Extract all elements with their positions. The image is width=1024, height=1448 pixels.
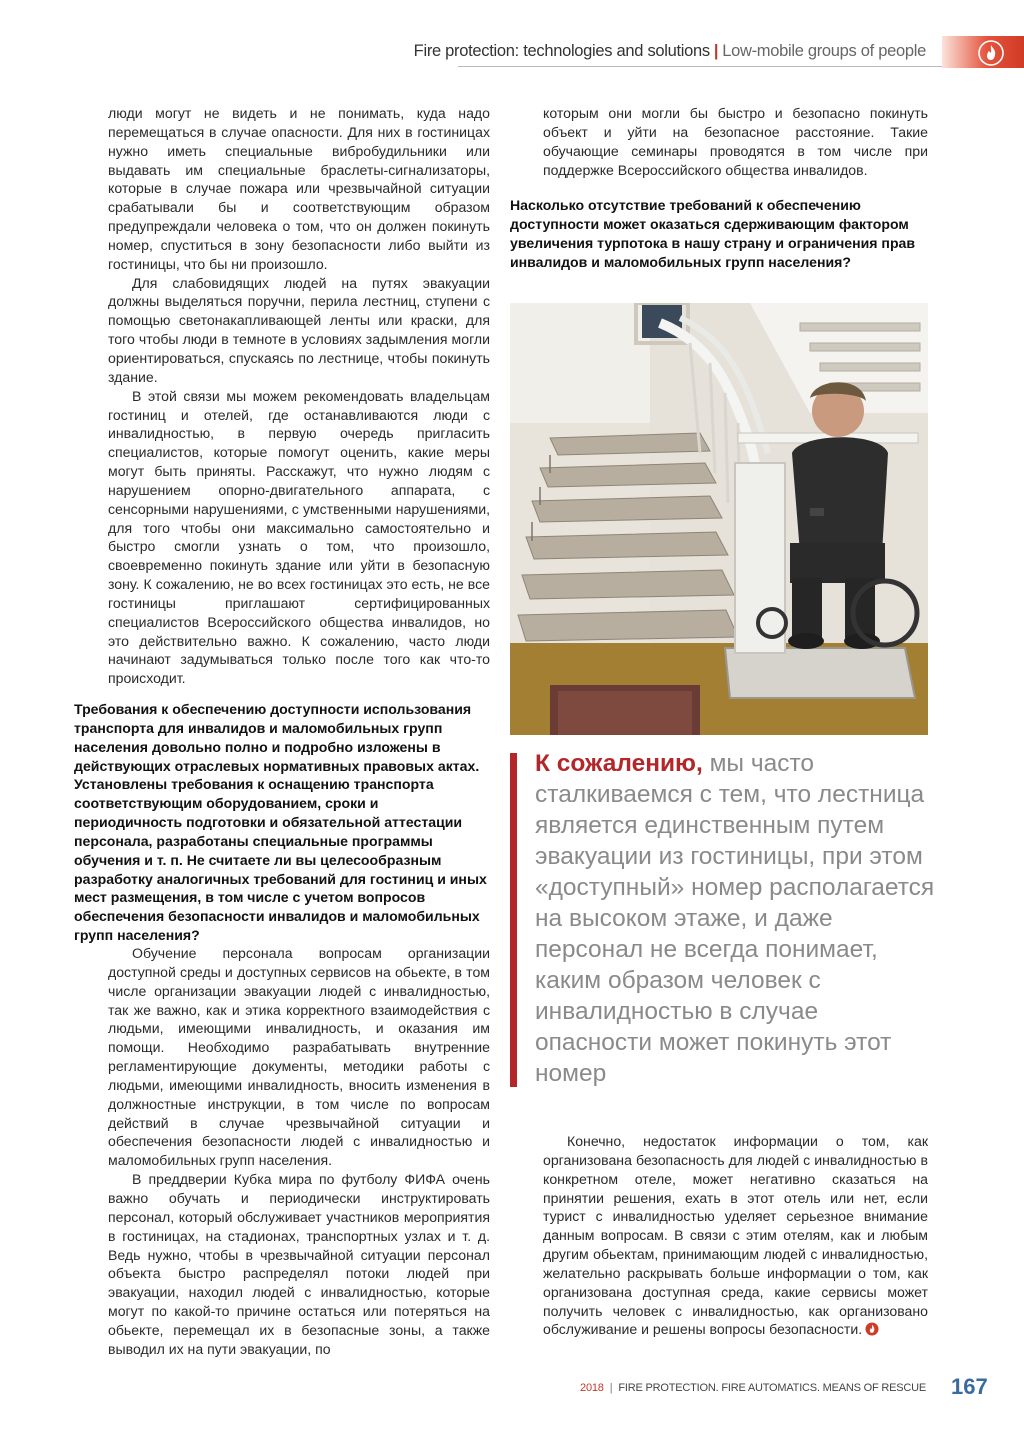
- interview-question: Насколько отсутствие требований к обеспечению доступности может оказаться сдерживающим фактором увеличения турпотока в нашу страну и ограничения прав инвалидов и маломобильных групп населения?: [510, 197, 916, 270]
- page-header: [0, 36, 1024, 70]
- section-title: Low-mobile groups of people: [722, 42, 926, 60]
- stair-lift-photo: [510, 303, 928, 735]
- end-of-article-icon: [865, 1322, 879, 1336]
- paragraph: Для слабовидящих людей на путях эвакуации должны выделяться поручни, перила лестниц, ступени с помощью светонакапливающей ленты или краски, для того чтобы люди в темноте в условиях задымления могли ориентироваться, спускаясь по лестнице, чтобы покинуть здание.: [108, 274, 490, 385]
- running-head: [414, 42, 926, 61]
- page-number: 167: [951, 1374, 988, 1399]
- page-footer: [580, 1382, 926, 1394]
- right-column-top: [543, 104, 928, 179]
- footer-journal: FIRE PROTECTION. FIRE AUTOMATICS. MEANS OF RESCUE: [618, 1382, 926, 1394]
- pullquote-lead: К сожалению,: [535, 750, 703, 777]
- interview-question: Требования к обеспечению доступности использования транспорта для инвалидов и маломобильных групп населения довольно полно и подробно изложены в действующих отраслевых нормативных правовых актах. Установлены требования к оснащению транспорта соответствующим оборудованием, сроки и периодичность подготовки и обязательной аттестации персонала, разработаны специальные программы обучения и т. п. Не считаете ли вы целесообразным разработку аналогичных требований для гостиниц и иных мест размещения, в том числе с учетом вопросов обеспечения безопасности инвалидов и маломобильных групп населения?: [74, 701, 487, 944]
- closing-paragraph: Конечно, недостаток информации о том, как организована безопасность для людей с инвалидностью в конкретном отеле, может негативно сказаться на принятии решения, ехать в этот отель или нет, если турист с инвалидностью уделяет серьезное внимание данным вопросам. В связи с этим отелям, как и любым другим обьектам, принимающим людей с инвалидностью, желательно раскрывать больше информации о том, как организована доступная среда, какие сервисы может получить человек с инвалидностью, как организовано обслуживание и решены вопросы безопасности.: [543, 1133, 928, 1338]
- header-rule: [458, 66, 964, 67]
- paragraph: которым они могли бы быстро и безопасно покинуть объект и уйти на безопасное расстояние. Такие обучающие семинары проводятся в том числе при поддержке Всероссийского общества инвалидов.: [543, 105, 928, 178]
- header-accent-band: [942, 36, 1024, 68]
- header-separator: |: [713, 42, 719, 60]
- pullquote: [535, 748, 935, 1089]
- right-column-bottom: [543, 1132, 928, 1339]
- paragraph: Обучение персонала вопросам организации доступной среды и доступных сервисов на обьекте, в том числе организации эвакуации людей с инвалидностью, так же важно, как и этика корректного взаимодействия с людьми, имеющими инвалидность, и оказания им помощи. Необходимо разрабатывать внутренние регламентирующие документы, методики работы с людьми, имеющими инвалидность, вносить изменения в должностные инструкции, в том числе по вопросам действий в случае чрезвычайной ситуации и обеспечения безопасности людей с инвалидностью и маломобильных групп населения.: [108, 945, 490, 1169]
- paragraph: [543, 1132, 928, 1339]
- pullquote-text: мы часто сталкиваемся с тем, что лестница является единственным путем эвакуации из гостиницы, при этом «доступный» номер располагается на высоком этаже, и даже персонал не всегда понимает, каким образом человек с инвалидностью в случае опасности может покинуть этот номер: [535, 750, 935, 1087]
- flame-icon: [978, 40, 1004, 66]
- left-column-bottom: [108, 944, 490, 1359]
- paragraph: люди могут не видеть и не понимать, куда надо перемещаться в случае опасности. Для них в гостиницах нужно иметь специальные вибробудильники или выдавать им специальные браслеты-сигнализаторы, которые в случае пожара или чрезвычайной ситуации срабатывали бы и соответствующим образом предупреждали человека о том, что он должен покинуть номер, спуститься в зону безопасности либо выйти из гостиницы, что бы ни произошло.: [108, 105, 490, 272]
- journal-title: Fire protection: technologies and solutions: [413, 42, 710, 60]
- paragraph: В преддверии Кубка мира по футболу ФИФА очень важно обучать и периодически инструктировать персонал, который обслуживает участников мероприятия в гостиницах, на стадионах, транспортных узлах и т. д. Ведь нужно, чтобы в чрезвычайной ситуации персонал объекта быстро распределял потоки людей при эвакуации, находил людей с инвалидностью, которые могут по какой-то причине остаться или потеряться на обьекте, перемещал их в безопасные зоны, а также выводил их на пути эвакуации, по: [108, 1171, 490, 1357]
- stair-lift-illustration: [510, 303, 928, 735]
- footer-separator: |: [609, 1382, 613, 1394]
- left-column-top: [108, 104, 490, 688]
- paragraph: В этой связи мы можем рекомендовать владельцам гостиниц и отелей, где останавливаются люди с инвалидностью, в первую очередь пригласить специалистов, которые помогут оценить, какие меры могут быть приняты. Расскажут, что нужно людям с нарушением опорно-двигательного аппарата, с сенсорными нарушениями, с умственными нарушениями, для того чтобы они максимально самостоятельно и быстро смогли узнать о том, что произошло, своевременно покинуть здание или уйти в безопасную зону. К сожалению, не во всех гостиницах это есть, не все гостиницы приглашают сертифицированных специалистов Всероссийского общества инвалидов, но это действительно важно. К сожалению, часто люди начинают задумываться только после того как что-то происходит.: [108, 387, 490, 687]
- pullquote-accent-bar: [510, 753, 517, 1087]
- footer-year: 2018: [580, 1382, 604, 1394]
